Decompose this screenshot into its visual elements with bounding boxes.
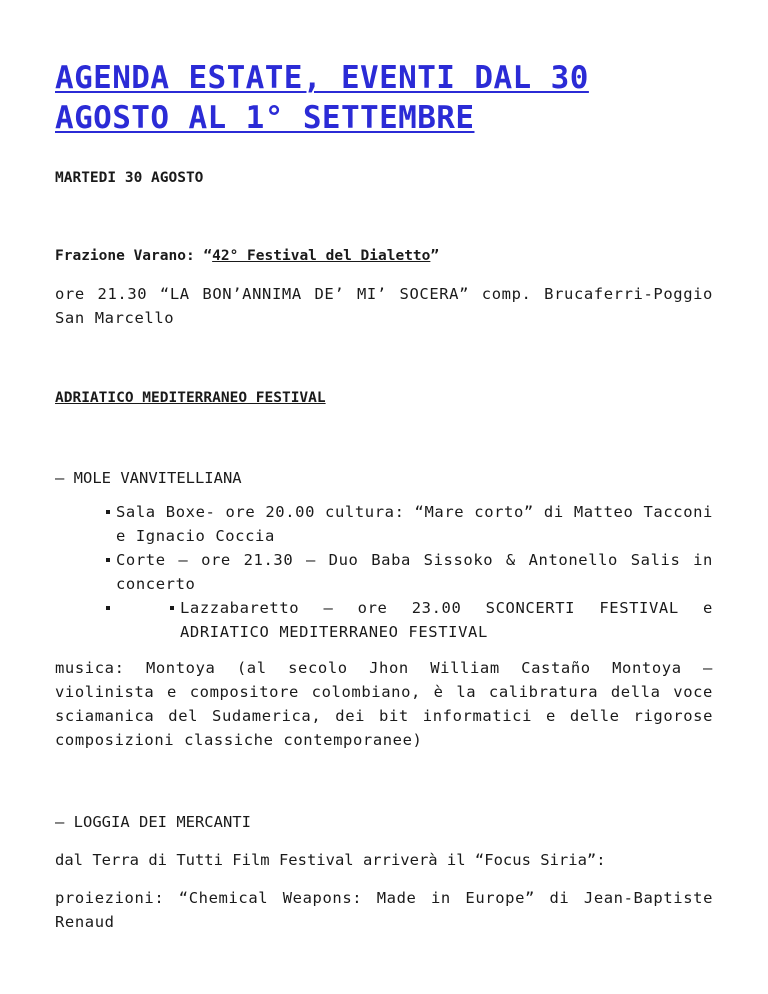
- article: [55, 0, 713, 934]
- list-item: Corte – ore 21.30 – Duo Baba Sissoko & Antonello Salis in concerto: [116, 548, 713, 596]
- varano-prefix: Frazione Varano: “: [55, 248, 213, 264]
- festival-dialetto-link[interactable]: 42° Festival del Dialetto: [212, 248, 431, 264]
- loggia-projection: proiezioni: “Chemical Weapons: Made in Europe” di Jean-Baptiste Renaud: [55, 889, 713, 931]
- varano-show: ore 21.30 “LA BON’ANNIMA DE’ MI’ SOCERA” comp. Brucaferri-Poggio San Marcello: [55, 285, 713, 327]
- varano-suffix: ”: [430, 248, 440, 264]
- varano-heading: [55, 244, 713, 268]
- article-title[interactable]: [55, 58, 713, 138]
- list-item: Lazzabaretto – ore 23.00 SCONCERTI FESTIVAL e ADRIATICO MEDITERRANEO FESTIVAL: [180, 596, 713, 644]
- festival-heading: ADRIATICO MEDITERRANEO FESTIVAL: [55, 390, 326, 406]
- mole-event-list: [55, 500, 713, 644]
- list-item: Sala Boxe- ore 20.00 cultura: “Mare corto” di Matteo Tacconi e Ignacio Coccia: [116, 500, 713, 548]
- montoya-description: musica: Montoya (al secolo Jhon William Castaño Montoya – violinista e compositore colombiano, è la calibratura della voce sciamanica del Sudamerica, dei bit informatici e delle rigorose composizioni classiche contemporanee): [55, 659, 713, 749]
- day-heading: MARTEDI 30 AGOSTO: [55, 170, 204, 186]
- loggia-heading: – LOGGIA DEI MERCANTI: [55, 813, 251, 831]
- article-title-link[interactable]: AGENDA ESTATE, EVENTI DAL 30 AGOSTO AL 1° SETTEMBRE: [55, 60, 589, 136]
- mole-sub-list: [116, 596, 713, 644]
- list-item-nested: [116, 596, 713, 644]
- mole-heading: – MOLE VANVITELLIANA: [55, 469, 242, 487]
- loggia-intro: dal Terra di Tutti Film Festival arriverà il “Focus Siria”:: [55, 851, 606, 869]
